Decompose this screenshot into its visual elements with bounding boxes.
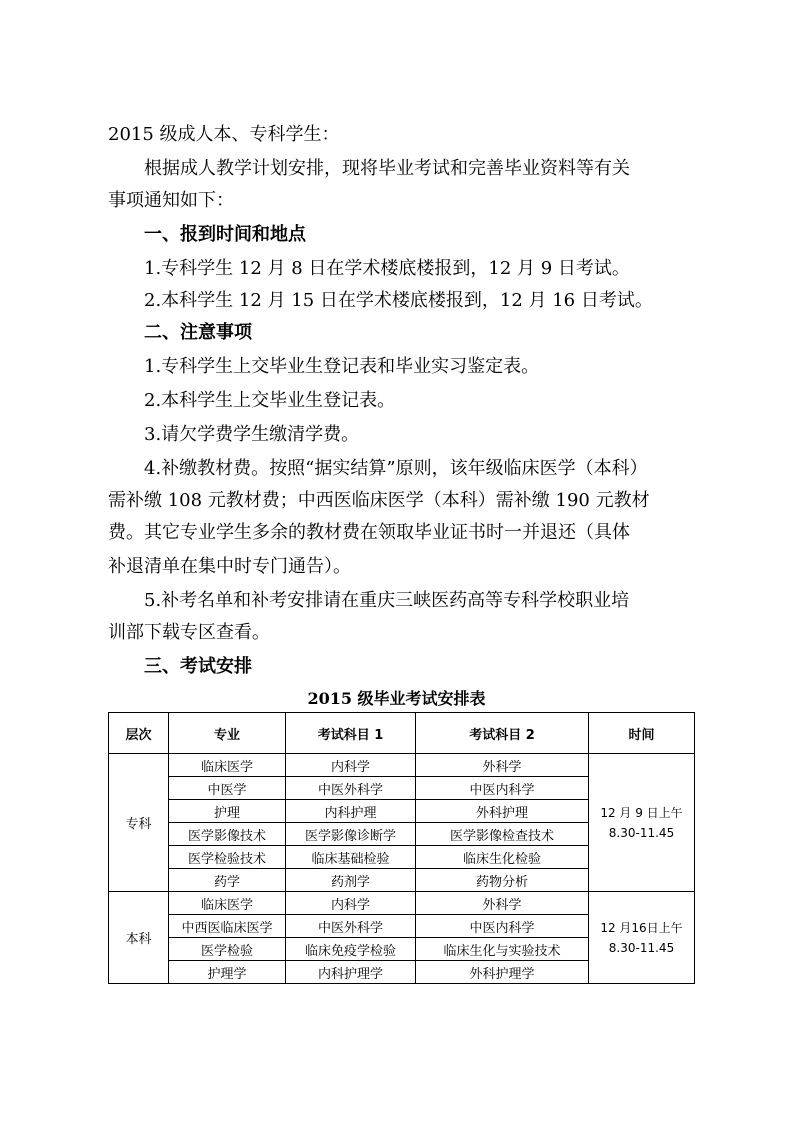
major-cell: 医学影像技术 [169, 823, 286, 846]
subject-2-cell: 外科护理学 [416, 961, 589, 984]
section-1-title: 一、报到时间和地点 [144, 224, 306, 245]
section-1-item-1: 1.专科学生 12 月 8 日在学术楼底楼报到，12 月 9 日考试。 [144, 258, 630, 279]
level-cell-zhuanke: 专科 [109, 754, 169, 892]
subject-2-cell: 外科学 [416, 754, 589, 777]
subject-1-cell: 中医外科学 [286, 777, 416, 800]
subject-1-cell: 内科护理学 [286, 961, 416, 984]
intro-line-1: 根据成人教学计划安排，现将毕业考试和完善毕业资料等有关 [144, 158, 630, 179]
section-1-item-2: 2.本科学生 12 月 15 日在学术楼底楼报到，12 月 16 日考试。 [144, 290, 653, 311]
subject-2-cell: 中医内科学 [416, 915, 589, 938]
table-title: 2015 级毕业考试安排表 [307, 689, 486, 708]
subject-2-cell: 医学影像检查技术 [416, 823, 589, 846]
time-date: 12 月16日上午 [600, 920, 683, 935]
subject-1-cell: 临床基础检验 [286, 846, 416, 869]
major-cell: 医学检验技术 [169, 846, 286, 869]
section-2-item-4-line-2: 需补缴 108 元教材费；中西医临床医学（本科）需补缴 190 元教材 [108, 490, 650, 511]
major-cell: 中医学 [169, 777, 286, 800]
section-2-item-5-line-1: 5.补考名单和补考安排请在重庆三峡医药高等专科学校职业培 [144, 590, 630, 611]
table-header-row [109, 713, 695, 754]
section-2-item-4-line-4: 补退清单在集中时专门通告）。 [108, 556, 351, 577]
section-2-title: 二、注意事项 [144, 322, 252, 343]
header-subject-1: 考试科目 1 [286, 713, 416, 754]
major-cell: 中西医临床医学 [169, 915, 286, 938]
level-cell-benke: 本科 [109, 892, 169, 984]
subject-1-cell: 内科学 [286, 754, 416, 777]
subject-1-cell: 医学影像诊断学 [286, 823, 416, 846]
table-row [109, 892, 695, 915]
major-cell: 药学 [169, 869, 286, 892]
exam-schedule-table [108, 712, 695, 984]
time-cell-zhuanke [589, 754, 695, 892]
time-cell-benke [589, 892, 695, 984]
subject-2-cell: 中医内科学 [416, 777, 589, 800]
subject-1-cell: 药剂学 [286, 869, 416, 892]
subject-2-cell: 外科学 [416, 892, 589, 915]
section-2-item-4-line-3: 费。其它专业学生多余的教材费在领取毕业证书时一并退还（具体 [108, 522, 630, 543]
section-2-item-2: 2.本科学生上交毕业生登记表。 [144, 390, 396, 411]
subject-2-cell: 临床生化检验 [416, 846, 589, 869]
intro-line-2: 事项通知如下： [108, 190, 234, 211]
subject-1-cell: 内科护理 [286, 800, 416, 823]
subject-2-cell: 药物分析 [416, 869, 589, 892]
subject-1-cell: 中医外科学 [286, 915, 416, 938]
subject-1-cell: 内科学 [286, 892, 416, 915]
major-cell: 护理学 [169, 961, 286, 984]
header-subject-2: 考试科目 2 [416, 713, 589, 754]
section-2-item-3: 3.请欠学费学生缴清学费。 [144, 424, 360, 445]
major-cell: 临床医学 [169, 754, 286, 777]
section-2-item-1: 1.专科学生上交毕业生登记表和毕业实习鉴定表。 [144, 356, 540, 377]
subject-1-cell: 临床免疫学检验 [286, 938, 416, 961]
section-2-item-5-line-2: 训部下载专区查看。 [108, 622, 270, 643]
section-3-title: 三、考试安排 [144, 656, 252, 677]
time-range: 8.30-11.45 [608, 825, 675, 840]
table-row [109, 754, 695, 777]
subject-2-cell: 临床生化与实验技术 [416, 938, 589, 961]
time-date: 12 月 9 日上午 [600, 805, 683, 820]
major-cell: 医学检验 [169, 938, 286, 961]
section-2-item-4-line-1: 4.补缴教材费。按照“据实结算”原则，该年级临床医学（本科） [144, 458, 648, 479]
header-time: 时间 [589, 713, 695, 754]
header-level: 层次 [109, 713, 169, 754]
major-cell: 临床医学 [169, 892, 286, 915]
salutation: 2015 级成人本、专科学生： [108, 124, 340, 145]
subject-2-cell: 外科护理 [416, 800, 589, 823]
header-major: 专业 [169, 713, 286, 754]
major-cell: 护理 [169, 800, 286, 823]
time-range: 8.30-11.45 [608, 940, 675, 955]
